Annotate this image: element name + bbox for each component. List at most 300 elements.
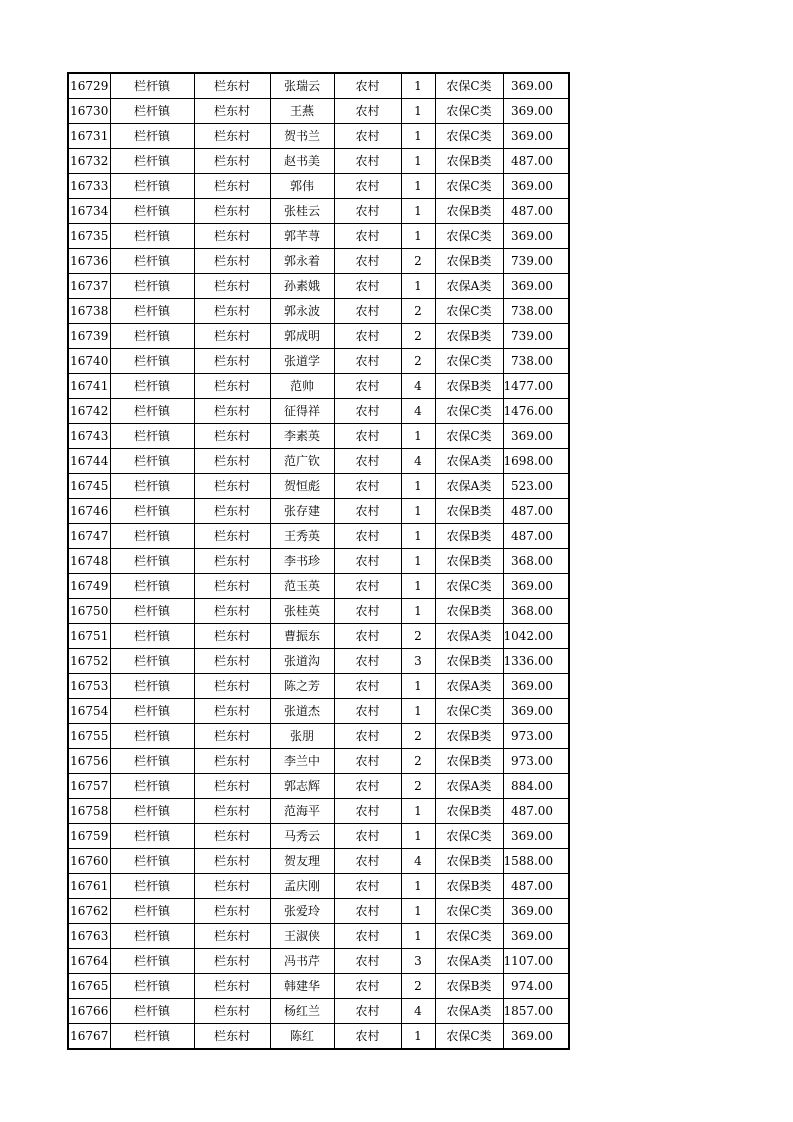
amount-cell: 369.00 (503, 274, 569, 299)
name-cell: 郭永波 (270, 299, 334, 324)
household-count-cell: 1 (401, 674, 435, 699)
town-cell: 栏杆镇 (110, 999, 194, 1024)
village-cell: 栏东村 (194, 224, 270, 249)
insurance-type-cell: 农保C类 (435, 399, 503, 424)
household-count-cell: 2 (401, 249, 435, 274)
household-count-cell: 1 (401, 524, 435, 549)
town-cell: 栏杆镇 (110, 699, 194, 724)
name-cell: 张道学 (270, 349, 334, 374)
town-cell: 栏杆镇 (110, 524, 194, 549)
insurance-type-cell: 农保C类 (435, 299, 503, 324)
row-number-cell: 16744 (68, 449, 110, 474)
row-number-cell: 16743 (68, 424, 110, 449)
table-row (68, 874, 569, 899)
row-number-cell: 16739 (68, 324, 110, 349)
village-cell: 栏东村 (194, 524, 270, 549)
town-cell: 栏杆镇 (110, 574, 194, 599)
table-row (68, 724, 569, 749)
household-count-cell: 2 (401, 299, 435, 324)
village-cell: 栏东村 (194, 124, 270, 149)
table-row (68, 574, 569, 599)
town-cell: 栏杆镇 (110, 899, 194, 924)
household-count-cell: 3 (401, 949, 435, 974)
insurance-type-cell: 农保C类 (435, 124, 503, 149)
household-count-cell: 2 (401, 749, 435, 774)
table-body (68, 73, 569, 1049)
name-cell: 郭志辉 (270, 774, 334, 799)
village-cell: 栏东村 (194, 624, 270, 649)
household-count-cell: 1 (401, 499, 435, 524)
town-cell: 栏杆镇 (110, 224, 194, 249)
insurance-type-cell: 农保A类 (435, 274, 503, 299)
row-number-cell: 16754 (68, 699, 110, 724)
town-cell: 栏杆镇 (110, 324, 194, 349)
row-number-cell: 16766 (68, 999, 110, 1024)
name-cell: 李兰中 (270, 749, 334, 774)
category-cell: 农村 (334, 299, 401, 324)
household-count-cell: 2 (401, 774, 435, 799)
table-row (68, 174, 569, 199)
household-count-cell: 1 (401, 424, 435, 449)
insurance-type-cell: 农保B类 (435, 974, 503, 999)
name-cell: 马秀云 (270, 824, 334, 849)
row-number-cell: 16735 (68, 224, 110, 249)
category-cell: 农村 (334, 774, 401, 799)
town-cell: 栏杆镇 (110, 924, 194, 949)
category-cell: 农村 (334, 1024, 401, 1050)
amount-cell: 1476.00 (503, 399, 569, 424)
village-cell: 栏东村 (194, 449, 270, 474)
town-cell: 栏杆镇 (110, 749, 194, 774)
row-number-cell: 16736 (68, 249, 110, 274)
amount-cell: 1588.00 (503, 849, 569, 874)
category-cell: 农村 (334, 799, 401, 824)
name-cell: 冯书芹 (270, 949, 334, 974)
village-cell: 栏东村 (194, 99, 270, 124)
category-cell: 农村 (334, 474, 401, 499)
insurance-type-cell: 农保C类 (435, 924, 503, 949)
name-cell: 李素英 (270, 424, 334, 449)
name-cell: 贺友理 (270, 849, 334, 874)
insurance-type-cell: 农保B类 (435, 499, 503, 524)
town-cell: 栏杆镇 (110, 299, 194, 324)
amount-cell: 738.00 (503, 349, 569, 374)
table-row (68, 399, 569, 424)
amount-cell: 369.00 (503, 1024, 569, 1050)
insurance-type-cell: 农保B类 (435, 849, 503, 874)
amount-cell: 487.00 (503, 149, 569, 174)
village-cell: 栏东村 (194, 824, 270, 849)
category-cell: 农村 (334, 824, 401, 849)
table-row (68, 624, 569, 649)
amount-cell: 369.00 (503, 574, 569, 599)
row-number-cell: 16738 (68, 299, 110, 324)
row-number-cell: 16762 (68, 899, 110, 924)
category-cell: 农村 (334, 624, 401, 649)
village-cell: 栏东村 (194, 474, 270, 499)
insurance-type-cell: 农保B类 (435, 524, 503, 549)
name-cell: 王燕 (270, 99, 334, 124)
town-cell: 栏杆镇 (110, 124, 194, 149)
row-number-cell: 16763 (68, 924, 110, 949)
town-cell: 栏杆镇 (110, 449, 194, 474)
village-cell: 栏东村 (194, 274, 270, 299)
category-cell: 农村 (334, 874, 401, 899)
category-cell: 农村 (334, 599, 401, 624)
name-cell: 张存建 (270, 499, 334, 524)
table-row (68, 524, 569, 549)
insurance-type-cell: 农保B类 (435, 749, 503, 774)
category-cell: 农村 (334, 574, 401, 599)
village-cell: 栏东村 (194, 849, 270, 874)
category-cell: 农村 (334, 499, 401, 524)
amount-cell: 369.00 (503, 174, 569, 199)
village-cell: 栏东村 (194, 549, 270, 574)
village-cell: 栏东村 (194, 299, 270, 324)
village-cell: 栏东村 (194, 349, 270, 374)
table-row (68, 1024, 569, 1050)
amount-cell: 369.00 (503, 899, 569, 924)
town-cell: 栏杆镇 (110, 424, 194, 449)
table-row (68, 274, 569, 299)
village-cell: 栏东村 (194, 149, 270, 174)
insurance-type-cell: 农保B类 (435, 199, 503, 224)
row-number-cell: 16752 (68, 649, 110, 674)
table-row (68, 299, 569, 324)
category-cell: 农村 (334, 649, 401, 674)
amount-cell: 1042.00 (503, 624, 569, 649)
town-cell: 栏杆镇 (110, 824, 194, 849)
household-count-cell: 2 (401, 724, 435, 749)
amount-cell: 368.00 (503, 549, 569, 574)
insurance-type-cell: 农保B类 (435, 724, 503, 749)
name-cell: 征得祥 (270, 399, 334, 424)
amount-cell: 739.00 (503, 249, 569, 274)
village-cell: 栏东村 (194, 874, 270, 899)
town-cell: 栏杆镇 (110, 549, 194, 574)
household-count-cell: 1 (401, 599, 435, 624)
insurance-type-cell: 农保A类 (435, 674, 503, 699)
town-cell: 栏杆镇 (110, 249, 194, 274)
row-number-cell: 16747 (68, 524, 110, 549)
name-cell: 郭芊荨 (270, 224, 334, 249)
town-cell: 栏杆镇 (110, 799, 194, 824)
row-number-cell: 16758 (68, 799, 110, 824)
name-cell: 范海平 (270, 799, 334, 824)
insurance-type-cell: 农保A类 (435, 949, 503, 974)
town-cell: 栏杆镇 (110, 399, 194, 424)
category-cell: 农村 (334, 674, 401, 699)
name-cell: 孟庆刚 (270, 874, 334, 899)
category-cell: 农村 (334, 174, 401, 199)
table-row (68, 224, 569, 249)
household-count-cell: 1 (401, 199, 435, 224)
insurance-type-cell: 农保A类 (435, 774, 503, 799)
category-cell: 农村 (334, 524, 401, 549)
table-row (68, 849, 569, 874)
category-cell: 农村 (334, 73, 401, 99)
name-cell: 曹振东 (270, 624, 334, 649)
amount-cell: 973.00 (503, 749, 569, 774)
category-cell: 农村 (334, 149, 401, 174)
category-cell: 农村 (334, 99, 401, 124)
household-count-cell: 2 (401, 974, 435, 999)
table-row (68, 149, 569, 174)
row-number-cell: 16756 (68, 749, 110, 774)
insurance-type-cell: 农保C类 (435, 1024, 503, 1050)
amount-cell: 1857.00 (503, 999, 569, 1024)
row-number-cell: 16733 (68, 174, 110, 199)
village-cell: 栏东村 (194, 699, 270, 724)
name-cell: 王秀英 (270, 524, 334, 549)
town-cell: 栏杆镇 (110, 724, 194, 749)
table-row (68, 674, 569, 699)
amount-cell: 369.00 (503, 924, 569, 949)
table-row (68, 199, 569, 224)
amount-cell: 1477.00 (503, 374, 569, 399)
row-number-cell: 16760 (68, 849, 110, 874)
name-cell: 郭成明 (270, 324, 334, 349)
category-cell: 农村 (334, 224, 401, 249)
name-cell: 赵书美 (270, 149, 334, 174)
row-number-cell: 16731 (68, 124, 110, 149)
amount-cell: 369.00 (503, 824, 569, 849)
household-count-cell: 1 (401, 73, 435, 99)
amount-cell: 1698.00 (503, 449, 569, 474)
table-row (68, 474, 569, 499)
name-cell: 杨红兰 (270, 999, 334, 1024)
household-count-cell: 1 (401, 799, 435, 824)
amount-cell: 369.00 (503, 674, 569, 699)
name-cell: 陈红 (270, 1024, 334, 1050)
amount-cell: 487.00 (503, 499, 569, 524)
village-cell: 栏东村 (194, 924, 270, 949)
category-cell: 农村 (334, 349, 401, 374)
category-cell: 农村 (334, 449, 401, 474)
household-count-cell: 1 (401, 549, 435, 574)
household-count-cell: 1 (401, 149, 435, 174)
row-number-cell: 16765 (68, 974, 110, 999)
village-cell: 栏东村 (194, 899, 270, 924)
village-cell: 栏东村 (194, 999, 270, 1024)
name-cell: 陈之芳 (270, 674, 334, 699)
category-cell: 农村 (334, 849, 401, 874)
row-number-cell: 16742 (68, 399, 110, 424)
town-cell: 栏杆镇 (110, 199, 194, 224)
row-number-cell: 16746 (68, 499, 110, 524)
name-cell: 张道沟 (270, 649, 334, 674)
table-row (68, 824, 569, 849)
insurance-type-cell: 农保C类 (435, 824, 503, 849)
name-cell: 韩建华 (270, 974, 334, 999)
household-count-cell: 1 (401, 1024, 435, 1050)
town-cell: 栏杆镇 (110, 599, 194, 624)
row-number-cell: 16759 (68, 824, 110, 849)
insurance-type-cell: 农保C类 (435, 699, 503, 724)
village-cell: 栏东村 (194, 574, 270, 599)
row-number-cell: 16748 (68, 549, 110, 574)
amount-cell: 487.00 (503, 524, 569, 549)
table-row (68, 374, 569, 399)
table-row (68, 974, 569, 999)
amount-cell: 487.00 (503, 874, 569, 899)
household-count-cell: 4 (401, 449, 435, 474)
name-cell: 张桂云 (270, 199, 334, 224)
row-number-cell: 16761 (68, 874, 110, 899)
table-row (68, 774, 569, 799)
category-cell: 农村 (334, 549, 401, 574)
amount-cell: 369.00 (503, 73, 569, 99)
village-cell: 栏东村 (194, 649, 270, 674)
insurance-type-cell: 农保B类 (435, 599, 503, 624)
village-cell: 栏东村 (194, 774, 270, 799)
table-row (68, 449, 569, 474)
name-cell: 郭永着 (270, 249, 334, 274)
category-cell: 农村 (334, 249, 401, 274)
household-count-cell: 2 (401, 624, 435, 649)
insurance-type-cell: 农保C类 (435, 574, 503, 599)
row-number-cell: 16750 (68, 599, 110, 624)
row-number-cell: 16745 (68, 474, 110, 499)
town-cell: 栏杆镇 (110, 624, 194, 649)
name-cell: 张桂英 (270, 599, 334, 624)
town-cell: 栏杆镇 (110, 949, 194, 974)
row-number-cell: 16767 (68, 1024, 110, 1050)
village-cell: 栏东村 (194, 73, 270, 99)
household-count-cell: 4 (401, 849, 435, 874)
village-cell: 栏东村 (194, 974, 270, 999)
insurance-type-cell: 农保C类 (435, 899, 503, 924)
household-count-cell: 4 (401, 374, 435, 399)
insurance-type-cell: 农保B类 (435, 549, 503, 574)
category-cell: 农村 (334, 324, 401, 349)
insurance-type-cell: 农保A类 (435, 624, 503, 649)
village-cell: 栏东村 (194, 724, 270, 749)
amount-cell: 1336.00 (503, 649, 569, 674)
village-cell: 栏东村 (194, 199, 270, 224)
village-cell: 栏东村 (194, 249, 270, 274)
row-number-cell: 16732 (68, 149, 110, 174)
category-cell: 农村 (334, 999, 401, 1024)
row-number-cell: 16730 (68, 99, 110, 124)
village-cell: 栏东村 (194, 674, 270, 699)
household-count-cell: 1 (401, 899, 435, 924)
insurance-type-cell: 农保A类 (435, 474, 503, 499)
town-cell: 栏杆镇 (110, 474, 194, 499)
category-cell: 农村 (334, 974, 401, 999)
insurance-type-cell: 农保B类 (435, 149, 503, 174)
town-cell: 栏杆镇 (110, 174, 194, 199)
insurance-type-cell: 农保A类 (435, 999, 503, 1024)
row-number-cell: 16741 (68, 374, 110, 399)
name-cell: 范玉英 (270, 574, 334, 599)
name-cell: 范广钦 (270, 449, 334, 474)
household-count-cell: 2 (401, 324, 435, 349)
town-cell: 栏杆镇 (110, 73, 194, 99)
name-cell: 张爱玲 (270, 899, 334, 924)
amount-cell: 487.00 (503, 199, 569, 224)
town-cell: 栏杆镇 (110, 1024, 194, 1050)
amount-cell: 738.00 (503, 299, 569, 324)
insurance-type-cell: 农保B类 (435, 799, 503, 824)
table-row (68, 999, 569, 1024)
name-cell: 李书珍 (270, 549, 334, 574)
row-number-cell: 16729 (68, 73, 110, 99)
name-cell: 孙素娥 (270, 274, 334, 299)
town-cell: 栏杆镇 (110, 649, 194, 674)
row-number-cell: 16753 (68, 674, 110, 699)
row-number-cell: 16751 (68, 624, 110, 649)
insurance-type-cell: 农保B类 (435, 374, 503, 399)
household-count-cell: 1 (401, 124, 435, 149)
village-cell: 栏东村 (194, 424, 270, 449)
table-row (68, 249, 569, 274)
table-row (68, 749, 569, 774)
table-row (68, 324, 569, 349)
town-cell: 栏杆镇 (110, 974, 194, 999)
village-cell: 栏东村 (194, 399, 270, 424)
insurance-type-cell: 农保C类 (435, 224, 503, 249)
row-number-cell: 16757 (68, 774, 110, 799)
category-cell: 农村 (334, 274, 401, 299)
category-cell: 农村 (334, 949, 401, 974)
amount-cell: 739.00 (503, 324, 569, 349)
household-count-cell: 1 (401, 574, 435, 599)
household-count-cell: 1 (401, 174, 435, 199)
insurance-type-cell: 农保B类 (435, 649, 503, 674)
name-cell: 贺恒彪 (270, 474, 334, 499)
town-cell: 栏杆镇 (110, 849, 194, 874)
row-number-cell: 16749 (68, 574, 110, 599)
household-count-cell: 4 (401, 399, 435, 424)
village-cell: 栏东村 (194, 749, 270, 774)
household-count-cell: 1 (401, 474, 435, 499)
table-row (68, 799, 569, 824)
insurance-type-cell: 农保A类 (435, 449, 503, 474)
amount-cell: 523.00 (503, 474, 569, 499)
table-row (68, 599, 569, 624)
insurance-type-cell: 农保B类 (435, 874, 503, 899)
household-count-cell: 1 (401, 274, 435, 299)
village-cell: 栏东村 (194, 324, 270, 349)
village-cell: 栏东村 (194, 599, 270, 624)
category-cell: 农村 (334, 374, 401, 399)
village-cell: 栏东村 (194, 174, 270, 199)
amount-cell: 974.00 (503, 974, 569, 999)
amount-cell: 369.00 (503, 424, 569, 449)
household-count-cell: 1 (401, 874, 435, 899)
town-cell: 栏杆镇 (110, 149, 194, 174)
row-number-cell: 16740 (68, 349, 110, 374)
town-cell: 栏杆镇 (110, 274, 194, 299)
town-cell: 栏杆镇 (110, 874, 194, 899)
row-number-cell: 16737 (68, 274, 110, 299)
name-cell: 王淑侠 (270, 924, 334, 949)
town-cell: 栏杆镇 (110, 774, 194, 799)
row-number-cell: 16755 (68, 724, 110, 749)
amount-cell: 369.00 (503, 699, 569, 724)
table-row (68, 924, 569, 949)
table-row (68, 899, 569, 924)
insurance-type-cell: 农保B类 (435, 249, 503, 274)
household-count-cell: 1 (401, 224, 435, 249)
village-cell: 栏东村 (194, 1024, 270, 1050)
category-cell: 农村 (334, 124, 401, 149)
town-cell: 栏杆镇 (110, 99, 194, 124)
table-row (68, 549, 569, 574)
amount-cell: 487.00 (503, 799, 569, 824)
row-number-cell: 16734 (68, 199, 110, 224)
